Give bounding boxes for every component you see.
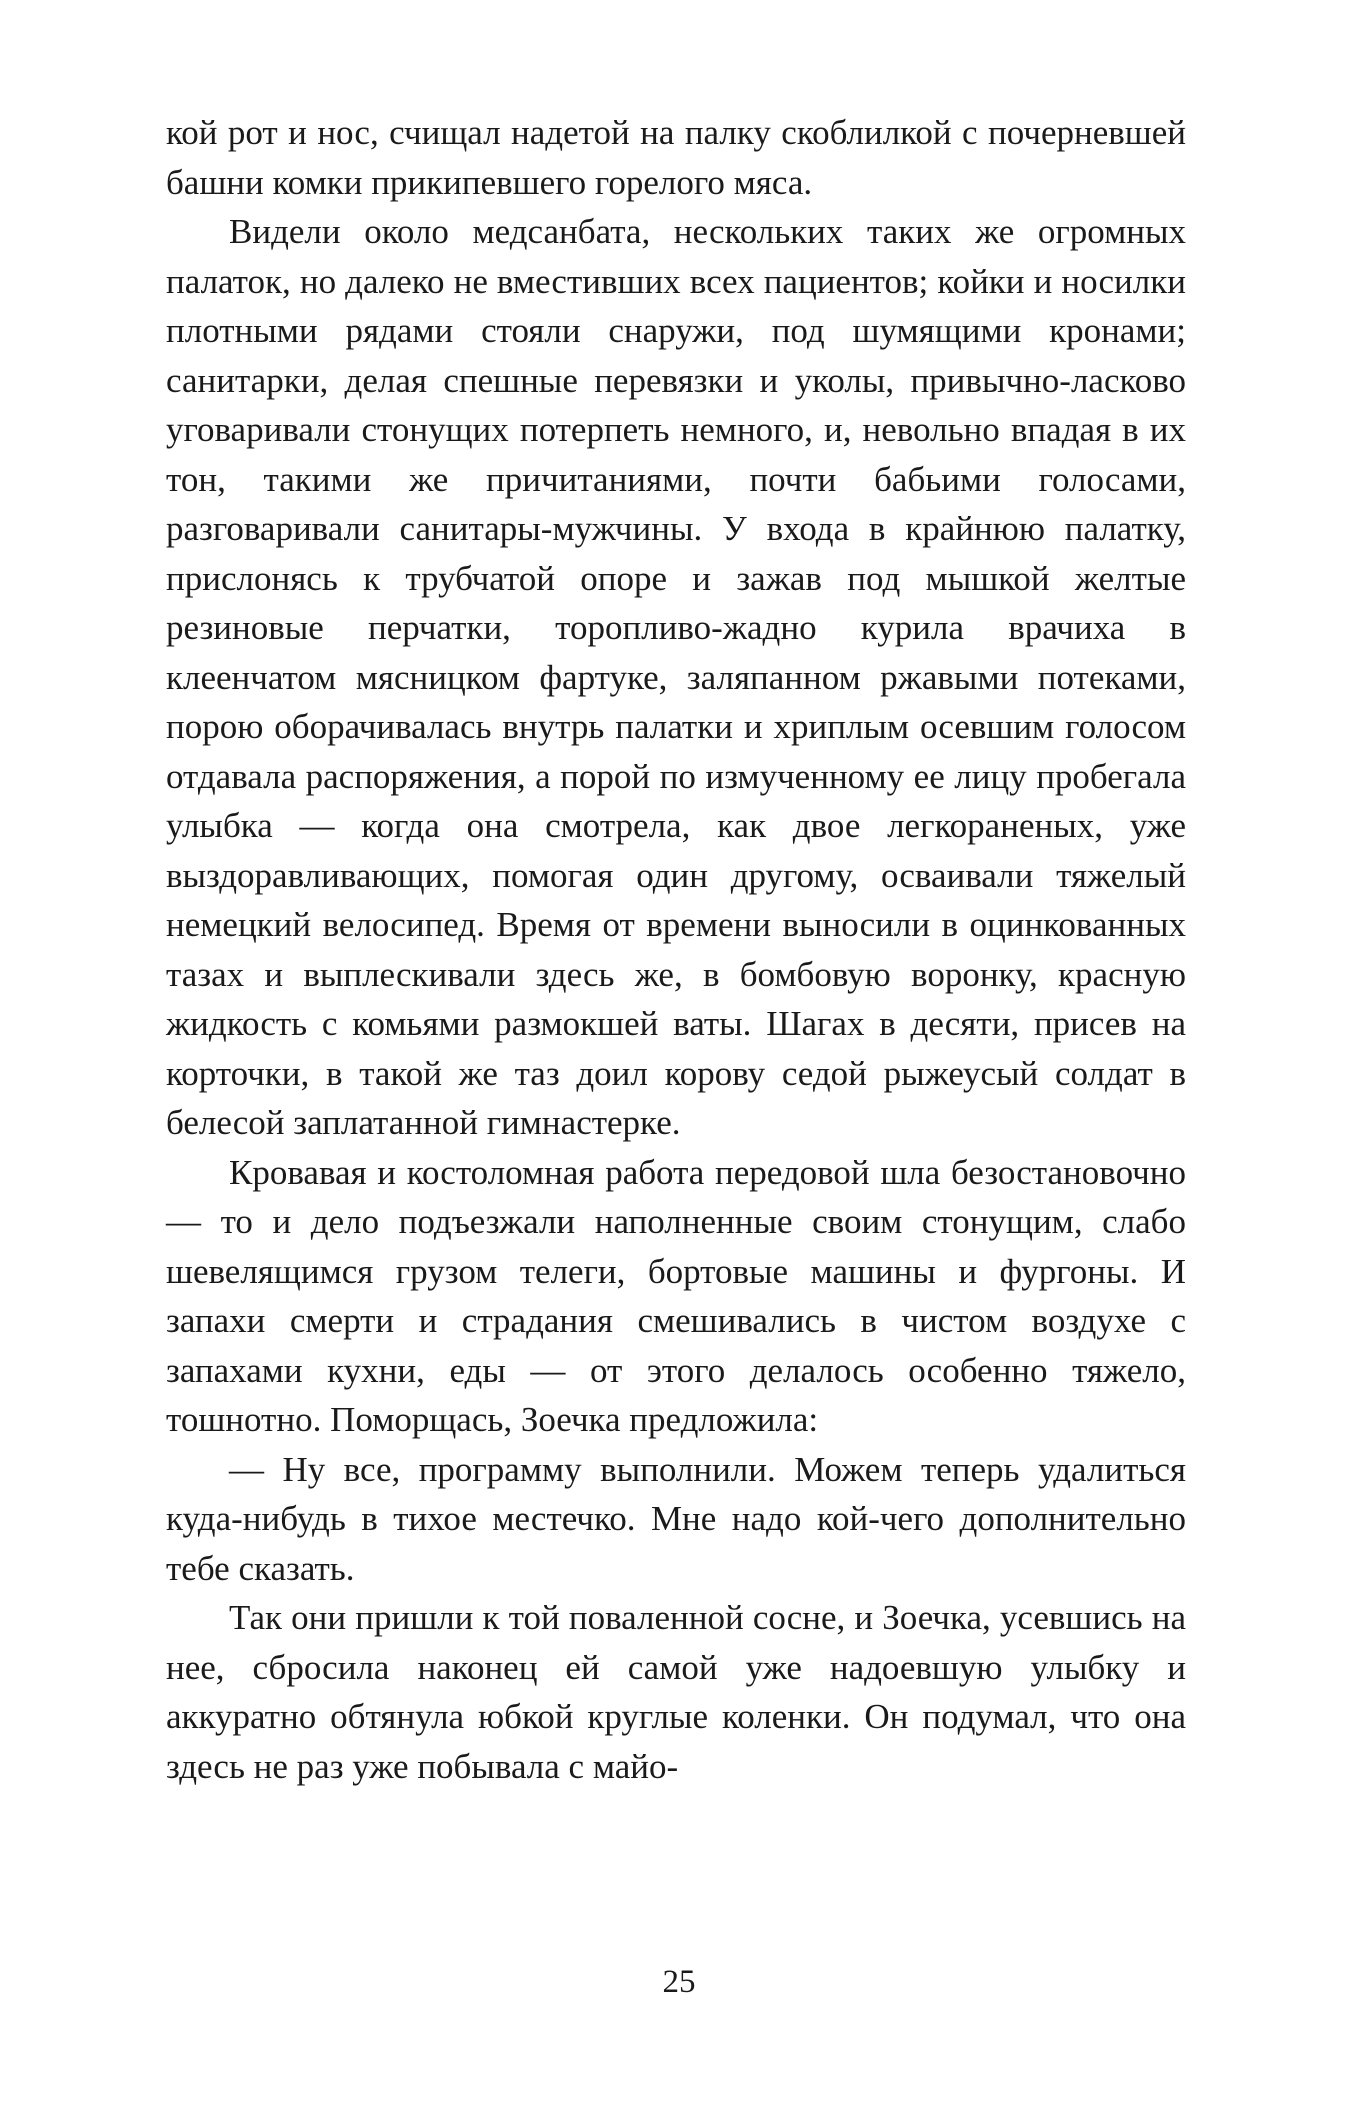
paragraph-fallen-pine: Так они пришли к той поваленной сосне, и Зоечка, усевшись на нее, сбросила наконец ей самой уже надоевшую улыбку и аккуратно обтянула юбкой круглые коленки. Он подумал, что она здесь не раз уже побывала с майо-	[166, 1598, 1186, 1786]
paragraph-front-line-work: Кровавая и костоломная работа передовой шла безостановочно — то и дело подъезжали наполненные своим стонущим, слабо шевелящимся грузом телеги, бортовые машины и фургоны. И запахи смерти и страдания смешивались в чистом воздухе с запахами кухни, еды — от этого делалось особенно тяжело, тошнотно. Поморщась, Зоечка предложила:	[166, 1152, 1186, 1439]
book-page-text	[166, 108, 1186, 1791]
page-number: 25	[662, 1964, 696, 2000]
paragraph-medsanbat: Видели около медсанбата, нескольких таких же огромных палаток, но далеко не вместивших всех пациентов; койки и носилки плотными рядами стояли снаружи, под шумящими кронами; санитарки, делая спешные перевязки и уколы, привычно-ласково уговаривали стонущих потерпеть немного, и, невольно впадая в их тон, такими же причитаниями, почти бабьими голосами, разговаривали санитары-мужчины. У входа в крайнюю палатку, прислонясь к трубчатой опоре и зажав под мышкой желтые резиновые перчатки, торопливо-жадно курила врачиха в клеенчатом мясницком фартуке, заляпанном ржавыми потеками, порою оборачивалась внутрь палатки и хриплым осевшим голосом отдавала распоряжения, а порой по измученному ее лицу пробегала улыбка — когда она смотрела, как двое легкораненых, уже выздоравливающих, помогая один другому, осваивали тяжелый немецкий велосипед. Время от времени выносили в оцинкованных тазах и выплескивали здесь же, в бомбовую воронку, красную жидкость с комьями размокшей ваты. Шагах в десяти, присев на корточки, в такой же таз доил корову седой рыжеусый солдат в белесой заплатанной гимнастерке.	[166, 212, 1186, 1142]
paragraph-dialogue: — Ну все, программу выполнили. Можем теперь удалиться куда-нибудь в тихое местечко. Мне надо кой-чего дополнительно тебе сказать.	[166, 1449, 1186, 1588]
paragraph-continuation: кой рот и нос, счищал надетой на палку скоблилкой с почерневшей башни комки прикипевшего горелого мяса.	[166, 113, 1186, 202]
